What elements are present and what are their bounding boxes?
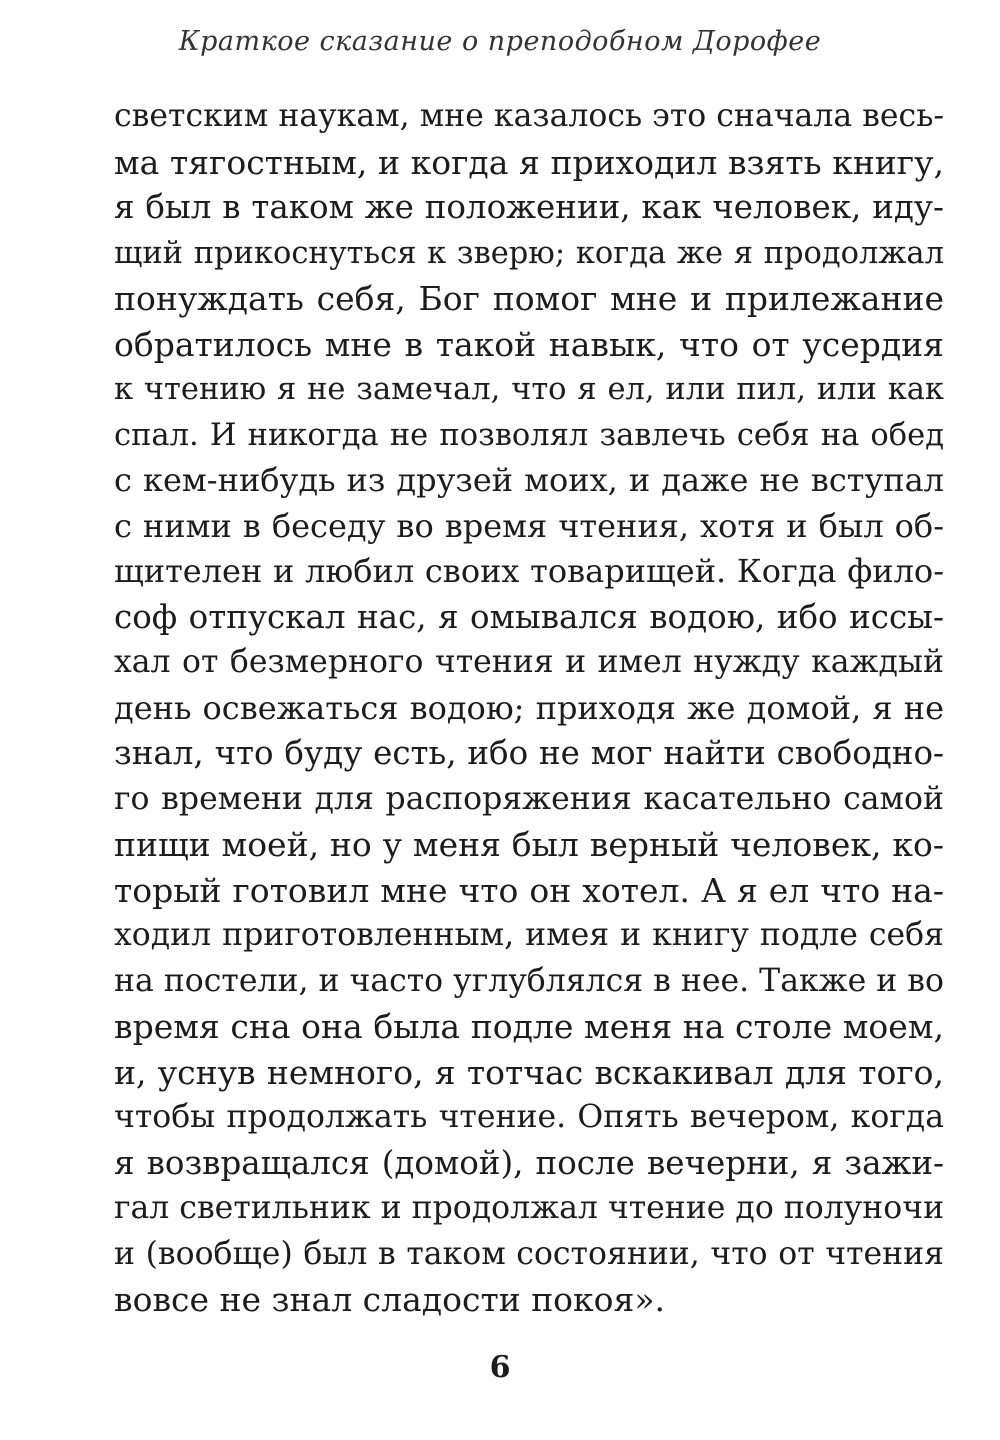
text-line: на постели, и часто углублялся в нее. Также и во: [114, 962, 944, 999]
text-line: торый готовил мне что он хотел. А я ел что на-: [114, 870, 944, 910]
text-line: понуждать себя, Бог помог мне и прилежание: [114, 279, 944, 318]
text-line: светским наукам, мне казалось это сначала весь-: [114, 98, 944, 134]
text-line: время сна она была подле меня на столе моем,: [114, 1007, 944, 1046]
text-line: с ними в беседу во время чтения, хотя и был об-: [114, 506, 944, 545]
text-line: знал, что буду есть, ибо не мог найти свободно-: [114, 734, 944, 772]
text-line: го времени для распоряжения касательно самой: [114, 780, 944, 817]
text-line: и, уснув немного, я тотчас вскакивал для того,: [114, 1052, 944, 1092]
text-line: я был в таком же положении, как человек, иду-: [114, 188, 944, 226]
text-line: с кем-нибудь из друзей моих, и даже не вступал: [114, 461, 944, 499]
body-text: [114, 94, 944, 1323]
text-line: обратилось мне в такой навык, что от усердия: [114, 324, 944, 364]
running-header: Краткое сказание о преподобном Дорофее: [178, 26, 822, 57]
text-line: ходил приготовленным, имея и книгу подле себя: [114, 917, 944, 953]
text-line: к чтению я не замечал, что я ел, или пил, или как: [114, 372, 944, 407]
text-line: ма тягостным, и когда я приходил взять книгу,: [114, 142, 944, 182]
text-line: я возвращался (домой), после вечерни, я зажи-: [114, 1143, 944, 1182]
text-line: и (вообще) был в таком состоянии, что от чтения: [114, 1235, 944, 1272]
text-line: хал от безмерного чтения и имел нужду каждый: [114, 644, 944, 680]
text-line: пищи моей, но у меня был верный человек, ко-: [114, 825, 944, 864]
text-line: день освежаться водою; приходя же домой, я не: [114, 688, 944, 727]
text-line-last: вовсе не знал сладости покоя».: [114, 1280, 666, 1319]
page-number: 6: [489, 1350, 511, 1385]
text-line: чтобы продолжать чтение. Опять вечером, когда: [114, 1099, 944, 1135]
text-line: щителен и любил своих товарищей. Когда фило-: [114, 552, 944, 590]
text-line: гал светильник и продолжал чтение до полуночи: [114, 1190, 945, 1226]
text-line: соф отпускал нас, я омывался водою, ибо иссы-: [114, 597, 944, 636]
text-line: спал. И никогда не позволял завлечь себя на обед: [114, 417, 944, 453]
text-line: щий прикоснуться к зверю; когда же я продолжал: [114, 235, 944, 271]
